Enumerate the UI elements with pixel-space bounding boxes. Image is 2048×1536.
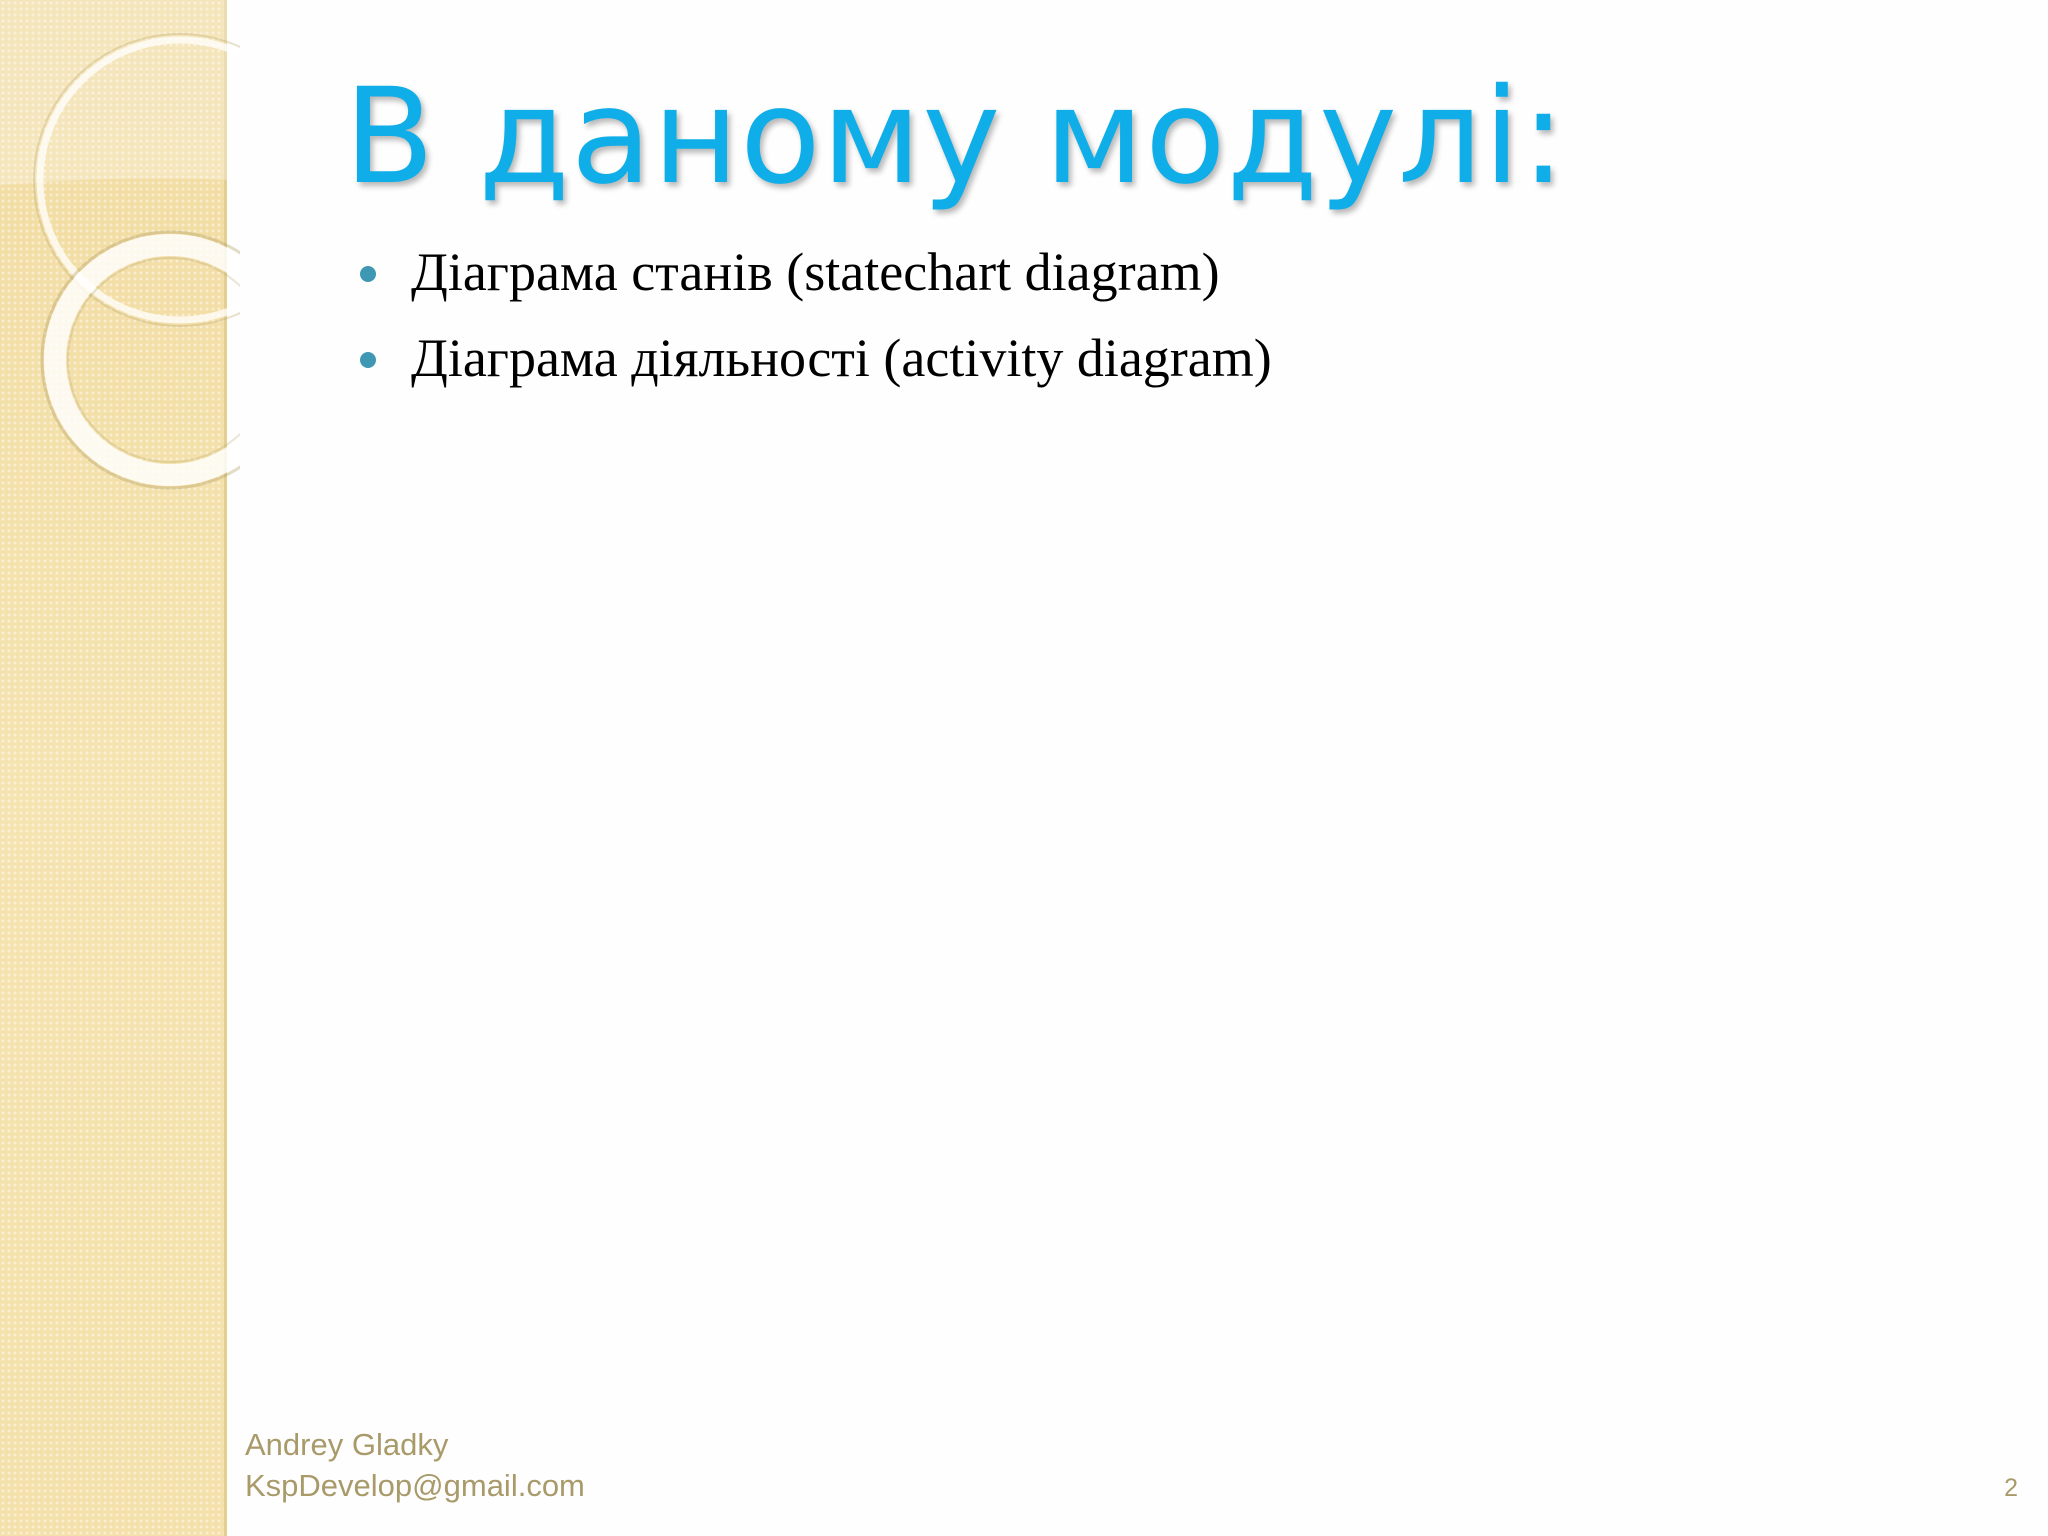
footer (245, 1424, 585, 1506)
list-item (360, 236, 1272, 322)
bullet-text: Діаграма станів (statechart diagram) (411, 242, 1220, 302)
bullet-list (360, 236, 1272, 408)
bullet-dot-icon (360, 266, 376, 282)
decorative-rings-icon (0, 0, 240, 500)
page-number: 2 (2004, 1474, 2018, 1502)
bullet-text: Діаграма діяльності (activity diagram) (411, 328, 1272, 388)
footer-author: Andrey Gladky (245, 1427, 449, 1462)
list-item (360, 322, 1272, 408)
footer-email: KspDevelop@gmail.com (245, 1468, 585, 1503)
bullet-dot-icon (360, 352, 376, 368)
slide-title: В даному модулі: (344, 60, 1567, 214)
